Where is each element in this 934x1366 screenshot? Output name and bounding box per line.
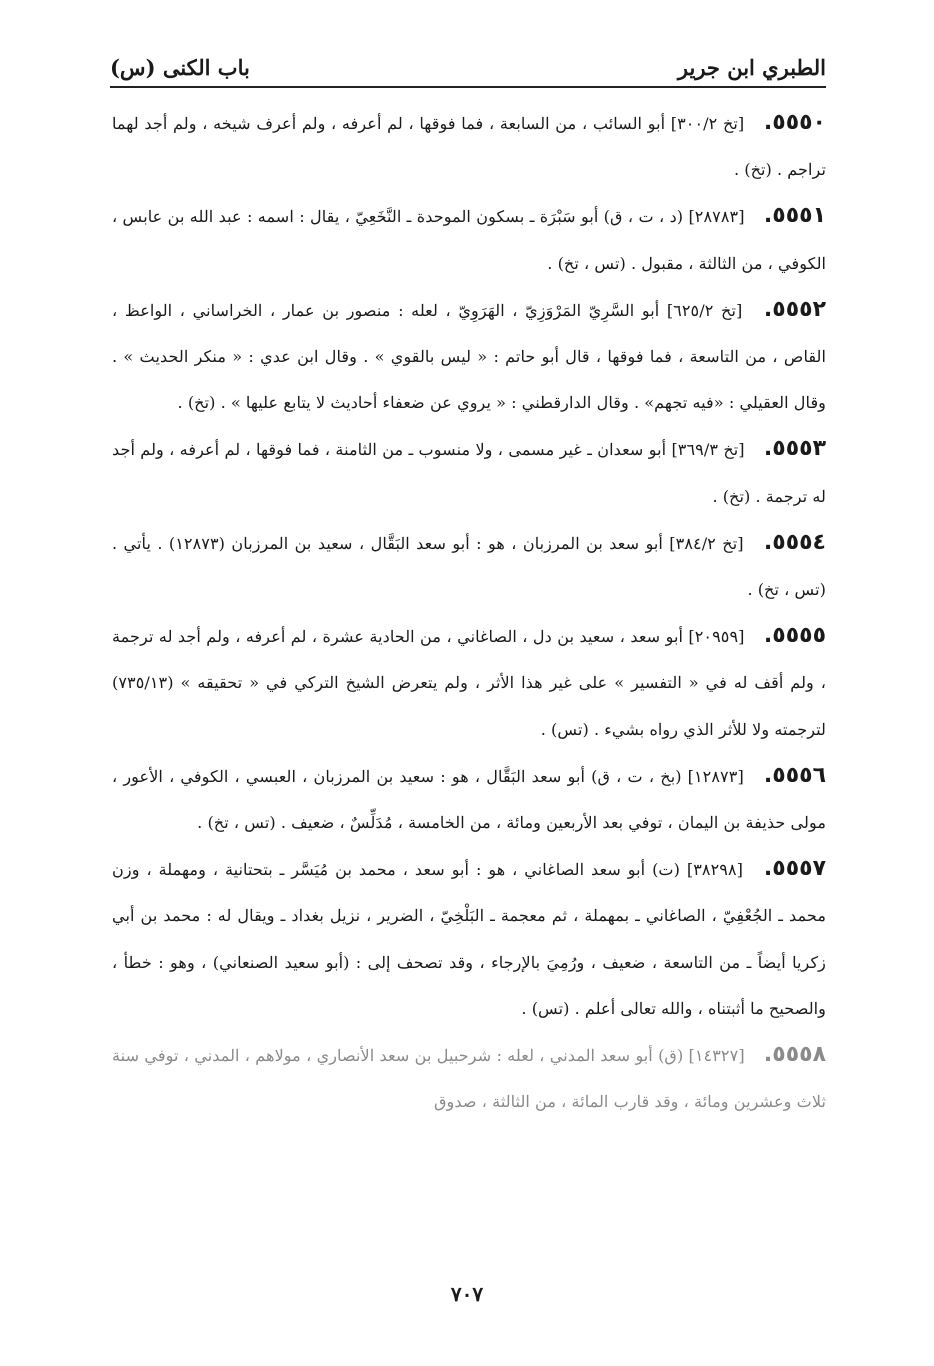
- entry-5558: [112, 1032, 826, 1125]
- entry-number: ٥٥٥٣.: [763, 436, 826, 462]
- entry-5557: [112, 846, 826, 1032]
- entry-text: [١٢٨٧٣] (بخ ، ت ، ق) أبو سعد البَقَّال ، هو : سعيد بن المرزبان ، العبسي ، الكوفي ، الأعور ، مولى حذيفة بن اليمان ، توفي بعد الأربعين ومائة ، من الخامسة ، مُدَلِّسٌ ، ضعيف . (تس ، تخ) .: [112, 766, 826, 833]
- entry-text: [تخ ٣٨٤/٢] أبو سعد بن المرزبان ، هو : أبو سعد البَقَّال ، سعيد بن المرزبان (١٢٨٧٣) . يأتي . (تس ، تخ) .: [112, 533, 826, 600]
- entry-number: ٥٥٥١.: [763, 203, 826, 229]
- header-chapter-title: باب الكنى (س): [110, 55, 250, 80]
- header-book-title: الطبري ابن جرير: [677, 55, 826, 80]
- entry-number: ٥٥٥٨.: [763, 1042, 826, 1068]
- entry-text: [تخ ٣٠٠/٢] أبو السائب ، من السابعة ، فما فوقها ، لم أعرفه ، ولم أعرف شيخه ، ولم أجد لهما تراجم . (تخ) .: [112, 114, 826, 180]
- entry-5556: [112, 753, 826, 846]
- entry-5555: [112, 613, 826, 753]
- entry-text: [٢٨٧٨٣] (د ، ت ، ق) أبو سَبْرَة ـ بسكون الموحدة ـ النَّخَعِيّ ، يقال : اسمه : عبد الله بن عابس ، الكوفي ، من الثالثة ، مقبول . (تس ، تخ) .: [112, 207, 826, 273]
- entry-number: ٥٥٥٧.: [763, 856, 826, 882]
- page-number: ٧٠٧: [450, 1282, 484, 1306]
- entry-number: ٥٥٥٠.: [763, 110, 826, 135]
- entry-number: ٥٥٥٥.: [763, 623, 826, 649]
- entry-5553: [112, 426, 826, 519]
- entry-5554: [112, 520, 826, 613]
- entry-number: ٥٥٥٢.: [763, 296, 826, 322]
- entry-number: ٥٥٥٤.: [763, 529, 826, 555]
- entry-5550: [112, 100, 826, 193]
- entry-text: [٢٠٩٥٩] أبو سعد ، سعيد بن دل ، الصاغاني ، من الحادية عشرة ، لم أعرفه ، ولم أجد له ترجمة ، ولم أقف له في « التفسير » على غير هذا الأثر ، ولم يتعرض الشيخ التركي في « تحقيقه » (٧٣٥/١٣) لترجمته ولا للأثر الذي رواه بشيء . (تس) .: [112, 627, 826, 739]
- entry-5551: [112, 193, 826, 286]
- entry-text: [٣٨٢٩٨] (ت) أبو سعد الصاغاني ، هو : أبو سعد ، محمد بن مُيَسَّر ـ بتحتانية ، ومهملة ، وزن محمد ـ الجُعْفِيّ ، الصاغاني ـ بمهملة ، ثم معجمة ـ البَلْخِيّ ، الضرير ، نزيل بغداد ـ ويقال له : محمد بن أبي زكريا أيضاً ـ من التاسعة ، ضعيف ، ورُمِيَ بالإرجاء ، وقد تصحف إلى : (أبو سعيد الصنعاني) ، وهو : خطأ ، والصحيح ما أثبتناه ، والله تعالى أعلم . (تس) .: [112, 860, 826, 1018]
- entry-number: ٥٥٥٦.: [763, 762, 826, 788]
- entry-text: [تخ ٣٦٩/٣] أبو سعدان ـ غير مسمى ، ولا منسوب ـ من الثامنة ، فما فوقها ، لم أعرفه ، ولم أجد له ترجمة . (تخ) .: [112, 440, 826, 506]
- entry-5552: [112, 287, 826, 427]
- entry-list: [112, 100, 826, 1125]
- header-rule: [110, 86, 826, 88]
- running-header: [110, 38, 826, 80]
- entry-text: [تخ ٦٢٥/٢] أبو السَّرِيّ المَرْوَزِيّ ، الهَرَوِيّ ، لعله : منصور بن عمار ، الخراساني ، الواعظ ، القاص ، من التاسعة ، فما فوقها ، قال أبو حاتم : « ليس بالقوي » . وقال ابن عدي : « منكر الحديث » . وقال العقيلي : «فيه تجهم» . وقال الدارقطني : « يروي عن ضعفاء أحاديث لا يتابع عليها » . (تخ) .: [112, 300, 826, 413]
- entry-text: [١٤٣٢٧] (ق) أبو سعد المدني ، لعله : شرحبيل بن سعد الأنصاري ، مولاهم ، المدني ، توفي سنة ثلاث وعشرين ومائة ، وقد قارب المائة ، من الثالثة ، صدوق: [112, 1046, 826, 1112]
